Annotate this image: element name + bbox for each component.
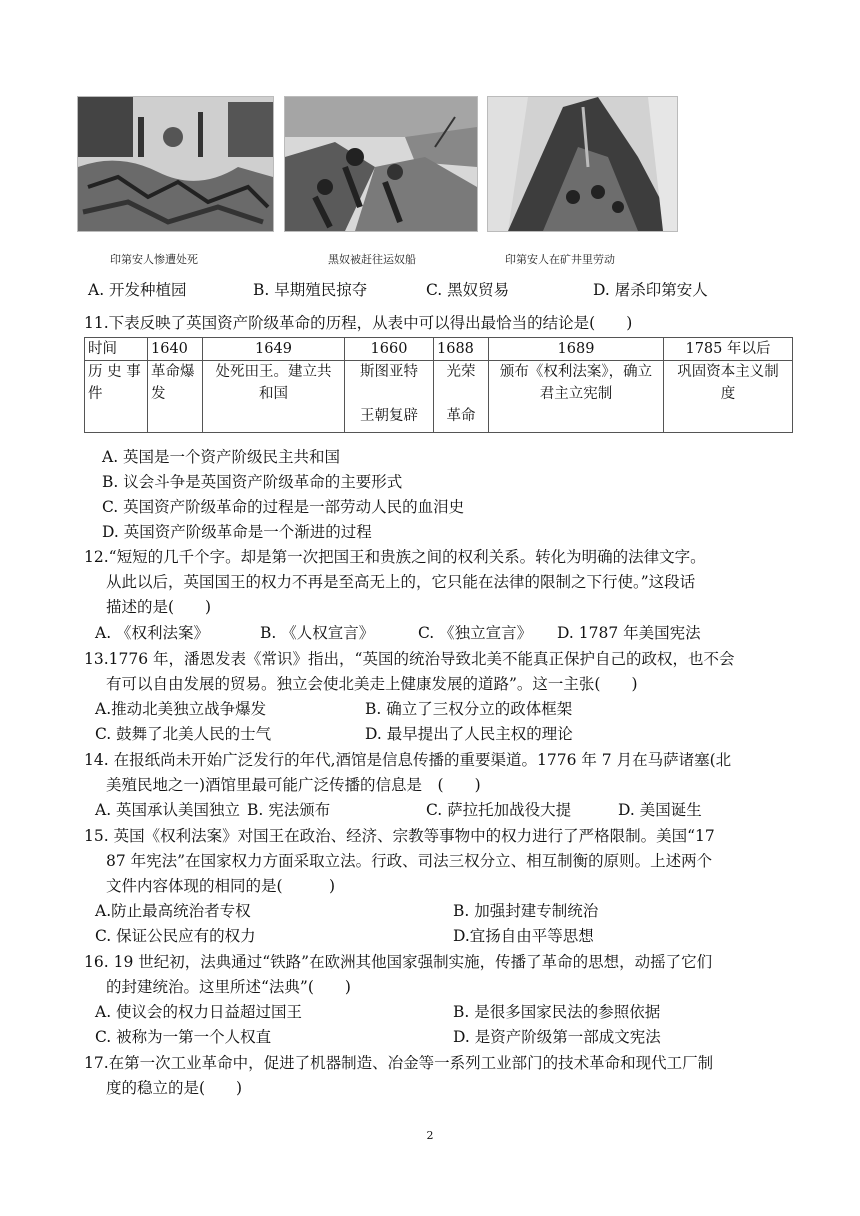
table-cell: 斯图亚特 王朝复辟 bbox=[345, 361, 434, 433]
history-table bbox=[84, 337, 793, 433]
engraving-image bbox=[487, 96, 678, 232]
q15-line-1: 15. 英国《权利法案》对国王在政治、经济、宗教等事物中的权力进行了严格限制。美国“17 bbox=[84, 827, 715, 845]
q14-line-2: 美殖民地之一)酒馆里最可能广泛传播的信息是 ( ) bbox=[106, 776, 481, 794]
q14-line-1: 14. 在报纸尚未开始广泛发行的年代,酒馆是信息传播的重要渠道。1776 年 7 月在马萨诸塞(北 bbox=[84, 751, 732, 769]
q15-option-b: B. 加强封建专制统治 bbox=[453, 902, 599, 920]
q14-option-c: C. 萨拉托加战役大提 bbox=[426, 801, 572, 819]
q15-option-c: C. 保证公民应有的权力 bbox=[95, 927, 256, 945]
q12-option-d: D. 1787 年美国宪法 bbox=[557, 624, 701, 642]
table-cell: 1649 bbox=[203, 338, 345, 361]
q11-option-d: D. 英国资产阶级革命是一个渐进的过程 bbox=[102, 523, 372, 541]
table-cell: 处死田王。建立共 和国 bbox=[203, 361, 345, 433]
q11-option-c: C. 英国资产阶级革命的过程是一部劳动人民的血泪史 bbox=[102, 498, 465, 516]
q13-option-a: A.推动北美独立战争爆发 bbox=[95, 700, 267, 718]
q12-line-1: 12.“短短的几千个字。却是第一次把国王和贵族之间的权利关系。转化为明确的法律文字。 bbox=[84, 548, 706, 566]
engraving-image bbox=[284, 96, 478, 232]
q16-line-2: 的封建统治。这里所述“法典”( ) bbox=[106, 978, 351, 996]
q11-option-a: A. 英国是一个资产阶级民主共和国 bbox=[102, 448, 341, 466]
q12-option-c: C. 《独立宣言》 bbox=[418, 624, 533, 642]
q14-option-d: D. 美国诞生 bbox=[618, 801, 702, 819]
figure-caption: 印第安人惨遭处死 bbox=[110, 253, 198, 266]
table-cell: 时间 bbox=[85, 338, 148, 361]
q16-line-1: 16. 19 世纪初，法典通过“铁路”在欧洲其他国家强制实施，传播了革命的思想，动摇了它们 bbox=[84, 953, 713, 971]
q16-option-b: B. 是很多国家民法的参照依据 bbox=[453, 1003, 661, 1021]
q12-line-3: 描述的是( ) bbox=[106, 598, 212, 616]
q16-option-d: D. 是资产阶级第一部成文宪法 bbox=[453, 1028, 661, 1046]
engraving-image bbox=[77, 96, 274, 232]
q11-option-b: B. 议会斗争是英国资产阶级革命的主要形式 bbox=[102, 473, 403, 491]
table-cell: 光荣 革命 bbox=[434, 361, 489, 433]
q10-option-a: A. 开发种植园 bbox=[88, 281, 187, 299]
table-cell: 巩固资本主义制 度 bbox=[664, 361, 793, 433]
figure-caption: 印第安人在矿井里劳动 bbox=[505, 253, 615, 266]
q16-option-c: C. 被称为一第一个人权直 bbox=[95, 1028, 272, 1046]
table-cell: 1688 bbox=[434, 338, 489, 361]
table-cell: 1640 bbox=[148, 338, 203, 361]
q15-line-2: 87 年宪法”在国家权力方面采取立法。行政、司法三权分立、相互制衡的原则。上述两个 bbox=[106, 852, 713, 870]
page-number: 2 bbox=[426, 1129, 434, 1142]
q13-option-d: D. 最早提出了人民主权的理论 bbox=[365, 725, 573, 743]
q11-stem: 11.下表反映了英国资产阶级革命的历程，从表中可以得出最恰当的结论是( ) bbox=[84, 314, 633, 332]
q16-option-a: A. 使议会的权力日益超过国王 bbox=[95, 1003, 303, 1021]
table-cell: 历 史 事 件 bbox=[85, 361, 148, 433]
table-cell: 颁布《权利法案》，确立 君主立宪制 bbox=[489, 361, 664, 433]
table-cell: 革命爆 发 bbox=[148, 361, 203, 433]
q12-line-2: 从此以后，英国国王的权力不再是至高无上的，它只能在法律的限制之下行使。”这段话 bbox=[106, 573, 696, 591]
q10-option-c: C. 黑奴贸易 bbox=[426, 281, 510, 299]
q15-option-d: D.宜扬自由平等思想 bbox=[453, 927, 594, 945]
q12-option-a: A. 《权利法案》 bbox=[95, 624, 210, 642]
q10-option-d: D. 屠杀印第安人 bbox=[593, 281, 708, 299]
table-cell: 1660 bbox=[345, 338, 434, 361]
table-cell: 1689 bbox=[489, 338, 664, 361]
q17-line-1: 17.在第一次工业革命中，促进了机器制造、冶金等一系列工业部门的技术革命和现代工厂制 bbox=[84, 1054, 714, 1072]
table-row-time bbox=[85, 338, 793, 361]
q10-option-b: B. 早期殖民掠夺 bbox=[253, 281, 368, 299]
table-row-event bbox=[85, 361, 793, 433]
figure-caption: 黑奴被赶往运奴船 bbox=[328, 253, 416, 266]
q12-option-b: B. 《人权宣言》 bbox=[260, 624, 375, 642]
q13-option-c: C. 鼓舞了北美人民的士气 bbox=[95, 725, 272, 743]
q14-option-b: B. 宪法颁布 bbox=[247, 801, 331, 819]
table-cell: 1785 年以后 bbox=[664, 338, 793, 361]
q17-line-2: 度的稳立的是( ) bbox=[106, 1079, 243, 1097]
q14-option-a: A. 英国承认美国独立 bbox=[95, 801, 241, 819]
q15-line-3: 文件内容体现的相同的是( ) bbox=[106, 877, 336, 895]
q15-option-a: A.防止最高统治者专权 bbox=[95, 902, 251, 920]
q13-option-b: B. 确立了三权分立的政体框架 bbox=[365, 700, 573, 718]
q13-line-1: 13.1776 年，潘恩发表《常识》指出，“英国的统治导致北美不能真正保护自己的政权，也不会 bbox=[84, 650, 735, 668]
q13-line-2: 有可以自由发展的贸易。独立会使北美走上健康发展的道路”。这一主张( ) bbox=[106, 675, 638, 693]
